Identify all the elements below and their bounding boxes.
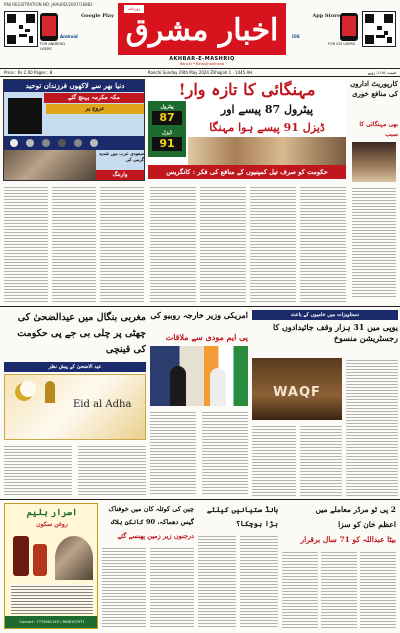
protest-photo bbox=[188, 137, 346, 165]
waqf-body-2 bbox=[252, 424, 296, 496]
meeting-headline-2: پی ایم مودی سے ملاقات bbox=[165, 332, 248, 342]
azam-headline-1: 2 پی ٹو مرڈر معاملے میں bbox=[315, 505, 396, 514]
body-column-6 bbox=[250, 185, 296, 303]
moon-icon bbox=[26, 139, 34, 147]
waqf-body-1 bbox=[346, 358, 398, 496]
right-column-body bbox=[352, 186, 396, 298]
hajj-moon-text: عروج پر bbox=[46, 104, 144, 114]
ios-platform: iOS bbox=[292, 34, 300, 39]
dateline-right: قیمت 2.00 روپے bbox=[367, 70, 396, 75]
ios-store-note: App Store bbox=[312, 13, 340, 19]
meeting-photo bbox=[150, 346, 248, 406]
lead-subhead-petrol: پیٹرول 87 پیسے اور bbox=[220, 103, 314, 116]
moon-icon bbox=[10, 139, 18, 147]
moon-icon bbox=[42, 139, 50, 147]
bengal-headline: مغربی بنگال میں عیدالضحیٰ کی چھٹی پر چلی بی جے پی حکومت کی قینچی bbox=[17, 312, 146, 355]
eid-greeting-graphic bbox=[4, 374, 146, 440]
bengal-body-2 bbox=[78, 444, 146, 496]
azam-headline-2: اعظم خان کو سزا bbox=[338, 520, 396, 529]
ad-product: روغن سکون bbox=[36, 521, 68, 528]
ad-contact: Contact : 7779561145 / 9608197977 bbox=[5, 616, 98, 628]
android-platform: Android bbox=[60, 34, 78, 39]
ios-qr-code[interactable] bbox=[362, 11, 396, 47]
fuel-price-board bbox=[148, 101, 186, 157]
lead-story bbox=[148, 79, 346, 179]
right-column-subhead: بھی مہنگائی کا سبب bbox=[359, 121, 398, 138]
azam-body-2 bbox=[321, 550, 357, 628]
lead-headline: مہنگائی کا تازہ وار! bbox=[178, 80, 316, 99]
moon-icon bbox=[90, 139, 98, 147]
daily-tag: روزنامہ bbox=[124, 5, 144, 13]
diesel-board-label: ڈیزل bbox=[161, 130, 172, 136]
bond-headline: بانڈ ستیانیں کیلئے بڑا ہوچکا؟ bbox=[206, 505, 278, 528]
moon-icon bbox=[74, 139, 82, 147]
ad-person-photo bbox=[55, 536, 93, 580]
advertisement[interactable] bbox=[4, 503, 98, 629]
petrol-board-value: 87 bbox=[152, 111, 182, 125]
android-qr-code[interactable] bbox=[4, 11, 38, 47]
china-body-2 bbox=[150, 546, 194, 628]
product-bottle bbox=[13, 536, 29, 576]
ios-phone-icon bbox=[340, 13, 358, 41]
lead-band: حکومت کو صرف تیل کمپنیوں کے منافع کی فکر : کانگریس bbox=[148, 165, 346, 179]
bond-body-1 bbox=[198, 534, 236, 628]
android-label: FOR ANDROID USERS bbox=[40, 42, 65, 51]
android-phone-icon bbox=[40, 13, 58, 41]
waqf-label: WAQF bbox=[273, 385, 321, 400]
person-silhouette bbox=[170, 366, 186, 406]
azam-body-1 bbox=[282, 550, 318, 628]
body-column-3 bbox=[100, 185, 144, 303]
pilgrims-photo bbox=[4, 150, 96, 181]
azam-headline-3: بیٹا عبداللہ کو 71 سال برقرار bbox=[300, 535, 396, 544]
section-rule bbox=[0, 306, 400, 307]
lantern-icon bbox=[45, 381, 55, 403]
columnist-photo bbox=[352, 142, 396, 182]
dateline-rule-bottom bbox=[0, 76, 400, 77]
hajj-story-box bbox=[3, 79, 145, 181]
hajj-headline: دنیا بھر سے لاکھوں فرزندان توحید bbox=[4, 80, 145, 92]
product-bottle bbox=[33, 544, 47, 576]
crescent-mask bbox=[20, 381, 36, 397]
china-body-1 bbox=[102, 546, 146, 628]
dateline-middle: Ranchi Sunday 29th May 2024 Zilhajjah 1 · 1445 AH bbox=[147, 70, 253, 75]
right-column-headline: کارپوریٹ اداروں کی منافع خوری bbox=[350, 79, 398, 98]
masthead-latin-title: AKHBAR-E-MASHRIQ bbox=[169, 56, 235, 62]
moon-icon bbox=[58, 139, 66, 147]
body-column-1 bbox=[4, 185, 48, 303]
bengal-body-1 bbox=[4, 444, 72, 496]
china-headline-1: چین کی کوئلہ کان میں خوفناک bbox=[108, 505, 194, 513]
masthead-urdu-title: اخبار مشرق bbox=[125, 13, 279, 48]
ad-brand: اسرار ہلیم bbox=[26, 508, 78, 518]
eid-strip: عید الاضحیٰ کے پیش نظر bbox=[4, 362, 146, 372]
waqf-body-3 bbox=[300, 424, 342, 496]
body-column-2 bbox=[52, 185, 96, 303]
china-headline-2: گیس دھماکہ، 90 کانکن ہلاک bbox=[111, 518, 194, 526]
azam-body-3 bbox=[360, 550, 396, 628]
masthead-logo-block bbox=[118, 3, 286, 55]
hajj-subhead: مکہ مکرمہ پہنچ گئے bbox=[44, 93, 144, 103]
heat-warning-label: وارننگ bbox=[96, 170, 144, 180]
petrol-board-label: پیٹرول bbox=[160, 104, 174, 110]
ios-label: FOR IOS USERS bbox=[328, 42, 356, 46]
kaaba-image bbox=[8, 98, 42, 134]
rni-number: RNI REGISTRATION NO. JHAURD/2007/18882 bbox=[4, 2, 93, 7]
person-silhouette bbox=[210, 368, 226, 406]
eid-label: Eid al Adha bbox=[73, 399, 132, 410]
dateline-rule-top bbox=[0, 68, 400, 69]
section-rule-bottom bbox=[0, 499, 400, 500]
masthead-edition: Ranchi • Bihar/Jharkhand bbox=[179, 62, 225, 66]
body-column-5 bbox=[200, 185, 246, 303]
ad-copy bbox=[11, 584, 93, 614]
body-column-7 bbox=[300, 185, 346, 303]
waqf-kicker: دستاویزات میں خامیوں کے باعث bbox=[252, 310, 398, 320]
heat-warning-text: سعودی عرب میں شدید گرمی کی bbox=[99, 152, 144, 163]
dateline-left: Price : Rs 2.00 Pages : 8 bbox=[4, 70, 53, 75]
diesel-board-value: 91 bbox=[152, 137, 182, 151]
moon-phases-strip bbox=[4, 136, 145, 150]
bond-body-2 bbox=[240, 534, 278, 628]
meeting-headline-1: امریکی وزیر خارجہ روبیو کی bbox=[150, 310, 248, 320]
waqf-photo bbox=[252, 358, 342, 420]
china-headline-3: درجنوں زیر زمین پھنسے گئے bbox=[117, 532, 194, 540]
lead-subhead-diesel: ڈیزل 91 پیسے ہوا مہنگا bbox=[209, 121, 325, 134]
waqf-headline: یوپی میں 31 ہزار وقف جائیدادوں کا رجسٹریشن منسوخ bbox=[272, 322, 398, 343]
meeting-body-1 bbox=[150, 410, 196, 496]
meeting-body-2 bbox=[202, 410, 248, 496]
android-store-note: Google Play bbox=[80, 13, 114, 19]
body-column-4 bbox=[150, 185, 196, 303]
